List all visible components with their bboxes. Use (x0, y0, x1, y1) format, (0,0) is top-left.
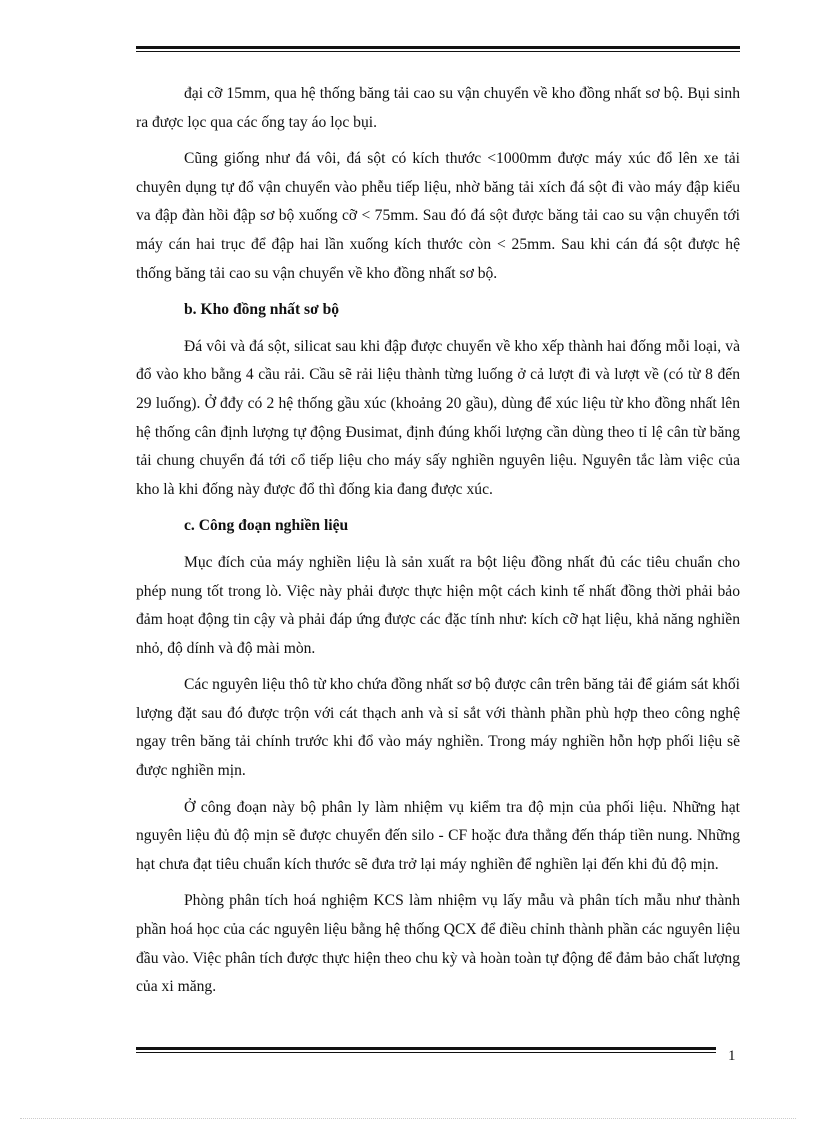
page-number: 1 (728, 1048, 736, 1064)
paragraph-muc-dich: Mục đích của máy nghiền liệu là sản xuất ra bột liệu đồng nhất đủ các tiêu chuẩn cho phép nung tốt trong lò. Việc này phải được thực hiện một cách kinh tế nhất đồng thời phải bảo đảm hoạt động tin cậy và phải đáp ứng được các đặc tính như: kích cỡ hạt liệu, khả năng nghiền nhỏ, độ dính và độ mài mòn. (136, 553, 740, 657)
paragraph-phan-ly: Ở công đoạn này bộ phân ly làm nhiệm vụ kiểm tra độ mịn của phối liệu. Những hạt nguyên liệu đủ độ mịn sẽ được chuyển đến silo - CF hoặc đưa thẳng đến tháp tiền nung. Những hạt chưa đạt tiêu chuẩn kích thước sẽ đưa trở lại máy nghiền để nghiền lại đến khi đủ độ mịn. (136, 798, 740, 873)
paragraph-kcs: Phòng phân tích hoá nghiệm KCS làm nhiệm vụ lấy mẫu và phân tích mẫu như thành phần hoá học của các nguyên liệu bằng hệ thống QCX để điều chỉnh thành phần các nguyên liệu đầu vào. Việc phân tích được thực hiện theo chu kỳ và hoàn toàn tự động để đảm bảo chất lượng của xi măng. (136, 892, 740, 996)
document-body (136, 80, 740, 1010)
page-edge (20, 1118, 796, 1119)
paragraph-kho-dong-nhat: Đá vôi và đá sột, silicat sau khi đập được chuyển về kho xếp thành hai đống mỗi loại, và đổ vào kho bằng 4 cầu rải. Cầu sẽ rải liệu thành từng luống ở cả lượt đi và lượt về (có từ 8 đến 29 luống). Ở đđy có 2 hệ thống gầu xúc (khoảng 20 gầu), dùng để xúc liệu từ kho đồng nhất lên hệ thống cân định lượng tự động Đusimat, định đúng khối lượng cần dùng theo tỉ lệ cân từ băng tải chung chuyển đá tới cổ tiếp liệu cho máy sấy nghiền nguyên liệu. Nguyên tắc làm việc của kho là khi đống này được đổ thì đống kia đang được xúc. (136, 337, 740, 498)
paragraph-nguyen-lieu-tho: Các nguyên liệu thô từ kho chứa đồng nhất sơ bộ được cân trên băng tải để giám sát khối lượng đặt sau đó được trộn với cát thạch anh và sỉ sắt với thành phần phù hợp theo công nghệ ngay trên băng tải chính trước khi đổ vào máy nghiền. Trong máy nghiền hỗn hợp phối liệu sẽ được nghiền mịn. (136, 676, 740, 780)
paragraph-continuation: đại cỡ 15mm, qua hệ thống băng tải cao su vận chuyển về kho đồng nhất sơ bộ. Bụi sinh ra được lọc qua các ống tay áo lọc bụi. (136, 85, 740, 131)
footer-rule-thin (136, 1052, 716, 1053)
header-rule-thick (136, 46, 740, 49)
section-heading-c: c. Công đoạn nghiền liệu (184, 517, 349, 535)
footer-rule-thick (136, 1047, 716, 1050)
section-heading-b: b. Kho đồng nhất sơ bộ (184, 301, 340, 319)
header-rule-thin (136, 51, 740, 52)
paragraph-da-sot: Cũng giống như đá vôi, đá sột có kích thước <1000mm được máy xúc đổ lên xe tải chuyên dụng tự đổ vận chuyển vào phễu tiếp liệu, nhờ băng tải xích đá sột đi vào máy đập kiểu va đập đàn hồi đập sơ bộ xuống cỡ < 75mm. Sau đó đá sột được băng tải cao su vận chuyển tới máy cán hai trục để đập hai lần xuống kích thước còn < 25mm. Sau khi cán đá sột được hệ thống băng tải cao su vận chuyển về kho đồng nhất sơ bộ. (136, 150, 740, 282)
footer-rule (136, 1047, 716, 1053)
header-rule (136, 46, 740, 52)
